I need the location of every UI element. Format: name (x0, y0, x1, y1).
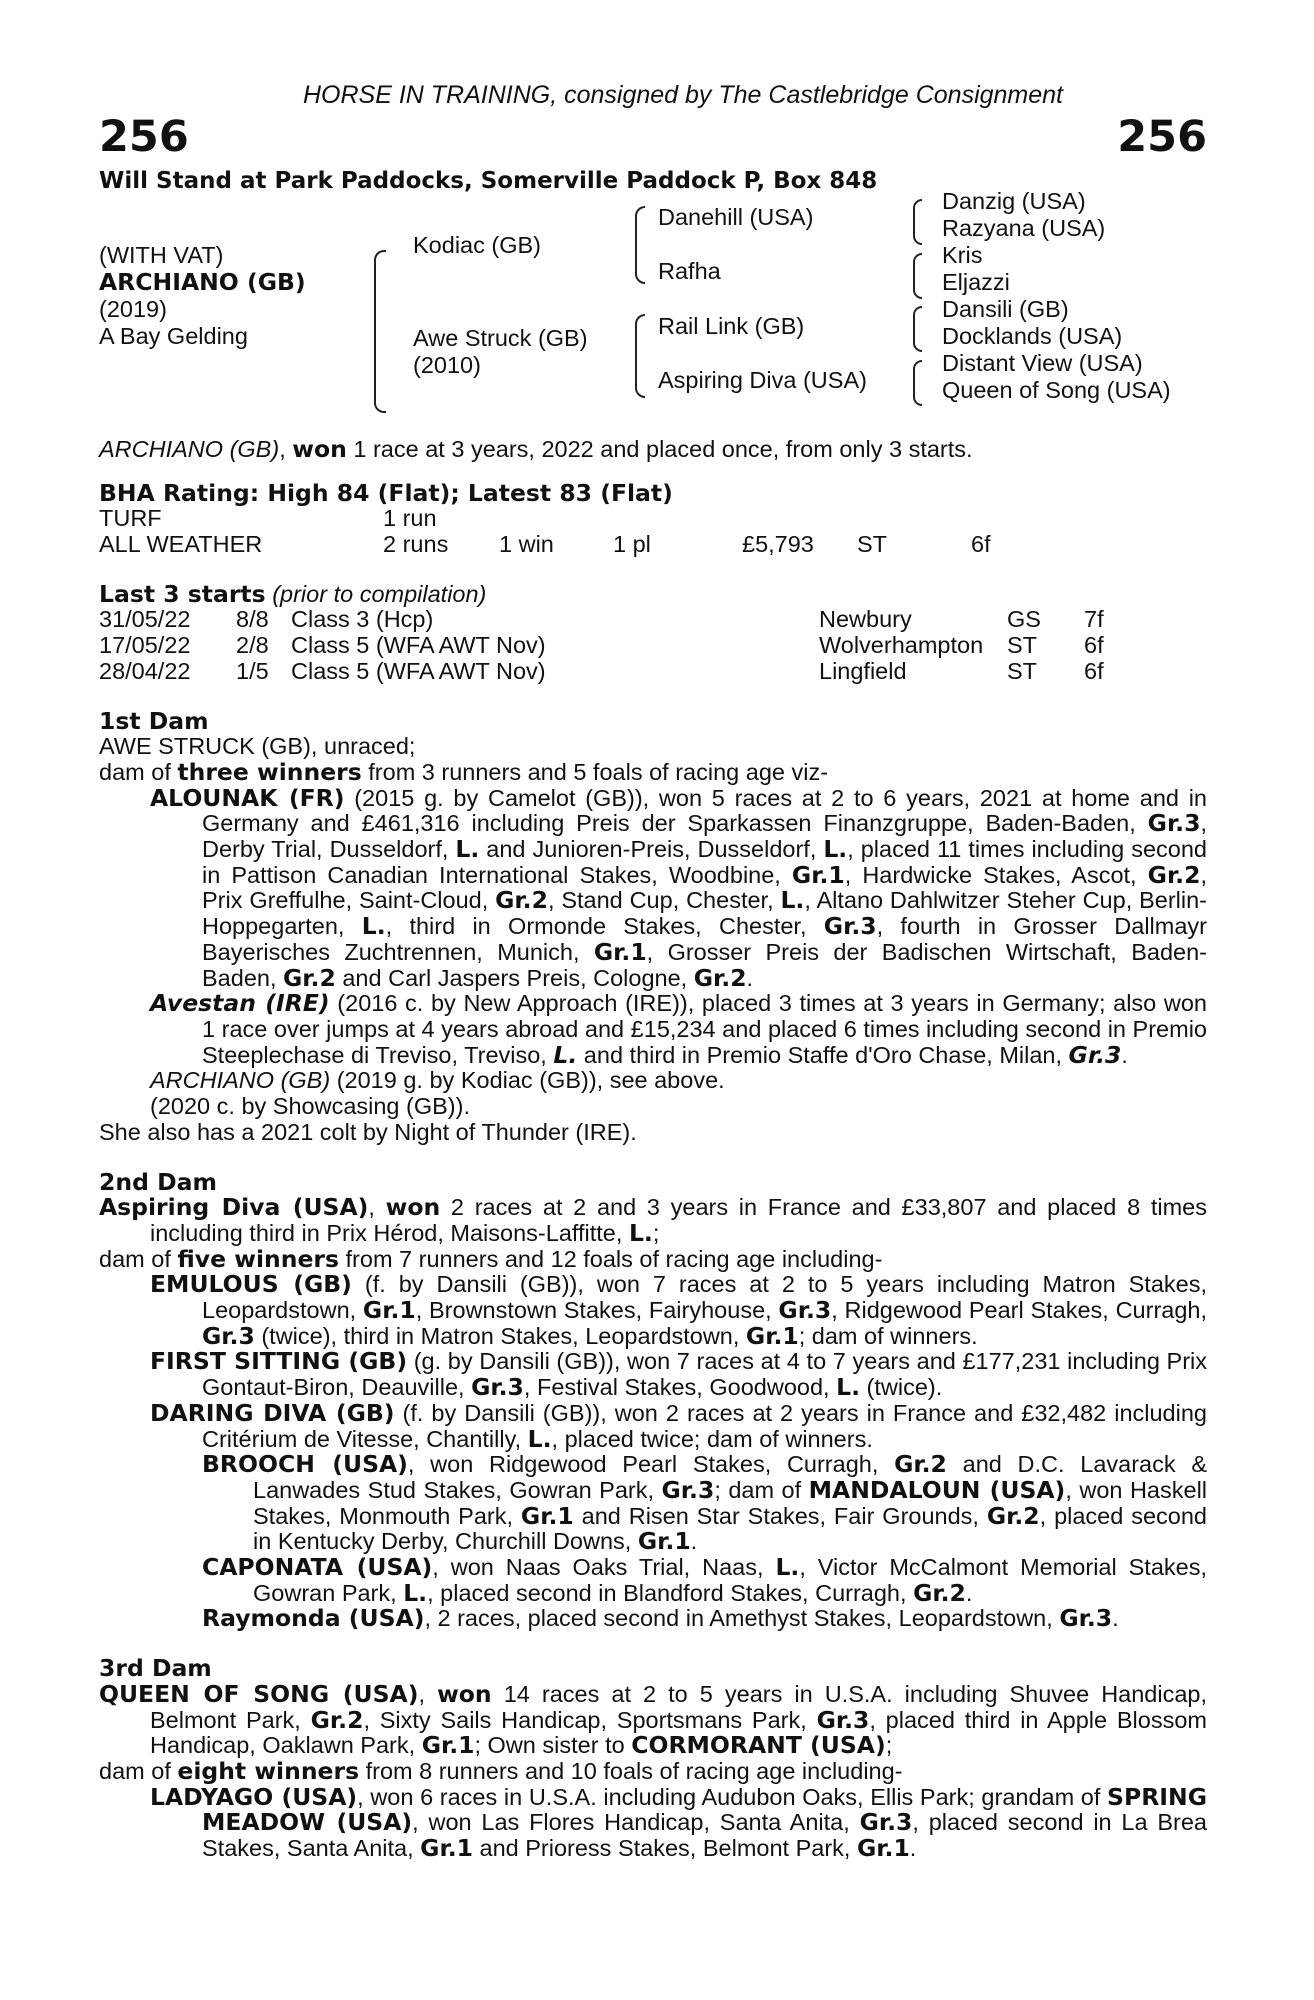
second-dam-section (99, 1167, 1208, 1633)
progeny-alounak: ALOUNAK (FR) (2015 g. by Camelot (GB)), won 5 races at 2 to 6 years, 2021 at home and in Germany and £461,316 including Preis der Sparkassen Finanzgruppe, Baden-Baden, Gr.3, Derby Trial, Dusseldorf, L. and Junioren-Preis, Dusseldorf, L., placed 11 times including second in Pattison Canadian International Stakes, Woodbine, Gr.1, Hardwicke Stakes, Ascot, Gr.2, Prix Greffulhe, Saint-Cloud, Gr.2, Stand Cup, Chester, L., Altano Dahlwitzer Steher Cup, Berlin-Hoppegarten, L., third in Ormonde Stakes, Chester, Gr.3, fourth in Grosser Dallmayr Bayerisches Zuchtrennen, Munich, Gr.1, Grosser Preis der Badischen Wirtschaft, Baden-Baden, Gr.2 and Carl Jaspers Preis, Cologne, Gr.2. (150, 783, 1207, 992)
dam-line: Aspiring Diva (USA), won 2 races at 2 and 3 years in France and £33,807 and placed 8 times including third in Prix Hérod, Maisons-Laffitte, L.; (99, 1193, 1208, 1247)
catalogue-page (99, 80, 1207, 1862)
brace-g12 (913, 199, 922, 245)
dam: Awe Struck (GB) (413, 325, 588, 351)
rating-block (99, 478, 1207, 558)
progeny-caponata: CAPONATA (USA), won Naas Oaks Trial, Naas, L., Victor McCalmont Memorial Stakes, Gowran Park, L., placed second in Blandford Stakes, Curragh, Gr.2. (202, 1553, 1207, 1607)
ggp-2: Razyana (USA) (942, 215, 1106, 241)
first-dam-section (99, 706, 1208, 1146)
stand-location: Will Stand at Park Paddocks, Somerville Paddock P, Box 848 (99, 168, 878, 194)
sire-dam: Rafha (658, 258, 721, 284)
progeny-raymonda: Raymonda (USA), 2 races, placed second in Amethyst Stakes, Leopardstown, Gr.3. (202, 1604, 1119, 1633)
dam-line: QUEEN OF SONG (USA), won 14 races at 2 to 5 years in U.S.A. including Shuvee Handicap, Belmont Park, Gr.2, Sixty Sails Handicap, Sportsmans Park, Gr.3, placed third in Apple Blossom Handicap, Oaklawn Park, Gr.1; Own sister to CORMORANT (USA); (99, 1679, 1208, 1760)
horse-name: ARCHIANO (GB) (99, 268, 306, 296)
section-heading: 1st Dam (99, 706, 209, 735)
dam-dam: Aspiring Diva (USA) (658, 367, 867, 393)
progeny-avestan: Avestan (IRE) (2016 c. by New Approach (IRE)), placed 3 times at 3 years in Germany; also won 1 race over jumps at 4 years abroad and £15,234 and placed 6 times including second in Premio Steeplechase di Treviso, Treviso, L. and third in Premio Staffe d'Oro Chase, Milan, Gr.3. (150, 989, 1208, 1069)
brace-g56 (913, 306, 922, 352)
third-dam-section (99, 1656, 1207, 1862)
start-row: 31/05/22 8/8 Class 3 (Hcp) Newbury GS 7f (99, 606, 1104, 633)
bha-rating: BHA Rating: High 84 (Flat); Latest 83 (Flat) (99, 478, 673, 507)
horse-description: A Bay Gelding (99, 323, 248, 349)
dam-sire: Rail Link (GB) (658, 313, 805, 339)
brace-sire-dam (374, 250, 386, 413)
dam-of-line: dam of five winners from 7 runners and 12 foals of racing age including- (99, 1244, 883, 1273)
progeny-ladyago: LADYAGO (USA), won 6 races in U.S.A. including Audubon Oaks, Ellis Park; grandam of SPRING MEADOW (USA), won Las Flores Handicap, Santa Anita, Gr.3, placed second in La Brea Stakes, Santa Anita, Gr.1 and Prioress Stakes, Belmont Park, Gr.1. (150, 1782, 1207, 1863)
ggp-7: Distant View (USA) (942, 350, 1143, 376)
last-starts: Last 3 starts (prior to compilation) 31/05/22 8/8 Class 3 (Hcp) Newbury GS 7f 17/05/22 2/8 Class 5 (WFA AWT Nov) Wolverhampton ST 6f 28/04/22 1/5 Class 5 (WFA AWT Nov) Lingfield ST 6f (99, 582, 1207, 685)
ggp-6: Docklands (USA) (942, 323, 1123, 349)
lot-number-left: 256 (99, 112, 189, 162)
brace-sire-parents (635, 206, 645, 284)
section-heading: 2nd Dam (99, 1167, 217, 1196)
dam-line: AWE STRUCK (GB), unraced; (99, 733, 416, 760)
dam-of-line: dam of eight winners from 8 runners and 10 foals of racing age including- (99, 1756, 903, 1785)
progeny-emulous: EMULOUS (GB) (f. by Dansili (GB)), won 7 races at 2 to 5 years including Matron Stakes, Leopardstown, Gr.1, Brownstown Stakes, Fairyhouse, Gr.3, Ridgewood Pearl Stakes, Curragh, Gr.3 (twice), third in Matron Stakes, Leopardstown, Gr.1; dam of winners. (150, 1270, 1208, 1350)
start-row: 17/05/22 2/8 Class 5 (WFA AWT Nov) Wolverhampton ST 6f (99, 632, 1104, 659)
progeny-brooch: BROOCH (USA), won Ridgewood Pearl Stakes, Curragh, Gr.2 and D.C. Lavarack & Lanwades Stud Stakes, Gowran Park, Gr.3; dam of MANDALOUN (USA), won Haskell Stakes, Monmouth Park, Gr.1 and Risen Star Stakes, Fair Grounds, Gr.2, placed second in Kentucky Derby, Churchill Downs, Gr.1. (202, 1450, 1208, 1556)
sire: Kodiac (GB) (413, 232, 541, 258)
lot-number-right: 256 (1117, 112, 1207, 162)
ggp-8: Queen of Song (USA) (942, 377, 1171, 403)
section-heading: 3rd Dam (99, 1654, 212, 1683)
ggp-1: Danzig (USA) (942, 188, 1086, 214)
horse-year: (2019) (99, 296, 167, 322)
progeny-archiano: ARCHIANO (GB) (2019 g. by Kodiac (GB)), see above. (150, 1067, 725, 1094)
also-line: She also has a 2021 colt by Night of Thunder (IRE). (99, 1118, 637, 1145)
start-row: 28/04/22 1/5 Class 5 (WFA AWT Nov) Lingfield ST 6f (99, 657, 1104, 684)
progeny-first-sitting: FIRST SITTING (GB) (g. by Dansili (GB)), won 7 races at 4 to 7 years and £177,231 including Prix Gontaut-Biron, Deauville, Gr.3, Festival Stakes, Goodwood, L. (twice). (150, 1347, 1208, 1402)
brace-dam-parents (635, 314, 645, 398)
sire-sire: Danehill (USA) (658, 204, 814, 230)
brace-g78 (913, 360, 922, 406)
ggp-5: Dansili (GB) (942, 296, 1069, 322)
progeny-2020-colt: (2020 c. by Showcasing (GB)). (150, 1093, 470, 1120)
vat-label: (WITH VAT) (99, 242, 224, 268)
progeny-daring-diva: DARING DIVA (GB) (f. by Dansili (GB)), won 2 races at 2 years in France and £32,482 including Critérium de Vitesse, Chantilly, L., placed twice; dam of winners. (150, 1398, 1207, 1453)
dam-year: (2010) (413, 352, 481, 378)
ggp-4: Eljazzi (942, 269, 1010, 295)
race-summary: ARCHIANO (GB), won 1 race at 3 years, 2022 and placed once, from only 3 starts. (99, 435, 973, 463)
pedigree-table (99, 188, 1207, 411)
dam-of-line: dam of three winners from 3 runners and 5 foals of racing age viz- (99, 757, 829, 786)
ggp-3: Kris (942, 242, 983, 268)
brace-g34 (913, 253, 922, 299)
page-header: HORSE IN TRAINING, consigned by The Castlebridge Consignment (302, 81, 1064, 109)
rating-row-turf: TURF 1 run (99, 505, 437, 532)
lot-row (99, 110, 1207, 164)
rating-row-aw: ALL WEATHER 2 runs 1 win 1 pl £5,793 ST 6f (99, 531, 991, 558)
